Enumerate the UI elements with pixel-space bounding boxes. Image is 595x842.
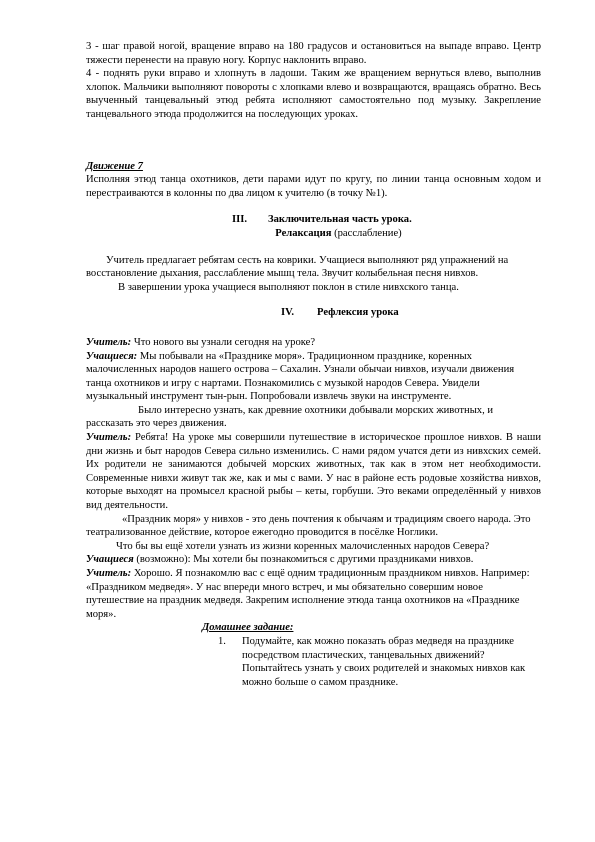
paragraph-step-4: 4 - поднять руки вправо и хлопнуть в ладоши. Таким же вращением вернуться влево, выполнив хлопок. Мальчики выполняют повороты с хлопками влево и возвращаются, вращаясь обратно. Весь выученный танцевальный этюд ребята исполняют самостоятельно под музыку. Закрепление танцевального этюда продолжится на последующих уроках. — [86, 68, 541, 120]
section-3-title: Заключительная часть урока. — [268, 214, 412, 226]
students-answer-1 — [86, 350, 541, 404]
relaxation-text: Учитель предлагает ребятам сесть на коврики. Учащиеся выполняют ряд упражнений на восстановление дыхания, расслабление мышц тела. Звучит колыбельная песня нивхов. — [86, 254, 509, 280]
section-4-number: IV. — [281, 307, 295, 319]
students-text: (возможно): Мы хотели бы познакомиться с другими праздниками нивхов. — [133, 554, 474, 566]
section-3-heading — [86, 213, 541, 227]
relaxation-note: (расслабление) — [331, 227, 402, 239]
movement-7-heading: Движение 7 — [86, 160, 143, 172]
section-4-heading — [86, 306, 541, 320]
students-answer-1-continued: Было интересно узнать, как древние охотники добывали морских животных, и рассказать это через движения. — [86, 404, 494, 430]
teacher-text: Ребята! На уроке мы совершили путешествие в историческое прошлое нивхов. В наши дни жизнь и быт народов Севера сильно изменились. С нами рядом учатся дети из нивхских семей. Их родители не занимаются добычей морских животных, так как в этом нет необходимости. Современные нивхи живут так же, как и мы с вами. У нас в районе есть родовые хозяйства нивхов, которые выходят на промысел красной рыбы – кеты, горбуши. Это веками определённый у нивхов вид деятельности. — [86, 432, 541, 512]
homework-item-text: Подумайте, как можно показать образ медведя на празднике посредством пластических, танцевальных движений? Попытайтесь узнать у своих родителей и знакомых нивхов как можно больше о самом празднике. — [242, 635, 526, 688]
relaxation-label: Релаксация — [275, 227, 332, 239]
lesson-ending-text: В завершении урока учащиеся выполняют поклон в стиле нивхского танца. — [118, 281, 459, 293]
teacher-question-1 — [86, 336, 541, 350]
students-label: Учащиеся: — [86, 350, 138, 362]
students-text: Мы побывали на «Празднике моря». Традиционном празднике, коренных малочисленных народов нашего острова – Сахалин. Узнали обычаи нивхов, изучали движения танца охотников и игру с нартами. Познакомились с музыкой народов Севера. Увидели музыкальный инструмент тын-рын. Попробовали извлечь звуки на инструменте. — [86, 350, 515, 403]
teacher-label: Учитель: — [86, 336, 132, 348]
teacher-label: Учитель: — [86, 432, 132, 444]
teacher-label: Учитель: — [86, 568, 132, 579]
holiday-description: «Праздник моря» у нивхов - это день почтения к обычаям и традициям своего народа. Это театрализованное действие, которое ежегодно проводится в посёлке Ноглики. — [86, 513, 531, 539]
teacher-question-2: Что бы вы ещё хотели узнать из жизни коренных малочисленных народов Севера? — [116, 540, 490, 552]
document-page — [86, 40, 541, 689]
homework-heading: Домашнее задание: — [202, 622, 294, 634]
homework-item-number: 1. — [218, 635, 226, 647]
movement-7-text: Исполняя этюд танца охотников, дети парами идут по кругу, по линии танца основным ходом и перестраиваются в колонны по два лицом к учителю (в точку №1). — [86, 174, 541, 199]
teacher-text: Хорошо. Я познакомлю вас с ещё одним традиционным праздником нивхов. Например: «Праздником медведя». У нас впереди много встреч, и мы обязательно совершим новое путешествие на праздник медведя. Закрепим исполнение этюда танца охотников на «Празднике моря». — [86, 568, 530, 620]
teacher-speech-2 — [86, 431, 541, 513]
teacher-text: Что нового вы узнали сегодня на уроке? — [131, 336, 316, 348]
section-3-number: III. — [232, 214, 248, 226]
paragraph-step-3: 3 - шаг правой ногой, вращение вправо на 180 градусов и остановиться на выпаде вправо. Центр тяжести перенести на правую ногу. Корпус наклонить вправо. — [86, 41, 541, 66]
students-answer-2 — [86, 553, 541, 567]
section-4-title: Рефлексия урока — [317, 307, 399, 319]
homework-list — [218, 635, 541, 689]
relaxation-subheading — [86, 227, 541, 241]
teacher-speech-3 — [86, 567, 541, 621]
students-label: Учащиеся — [86, 554, 134, 566]
